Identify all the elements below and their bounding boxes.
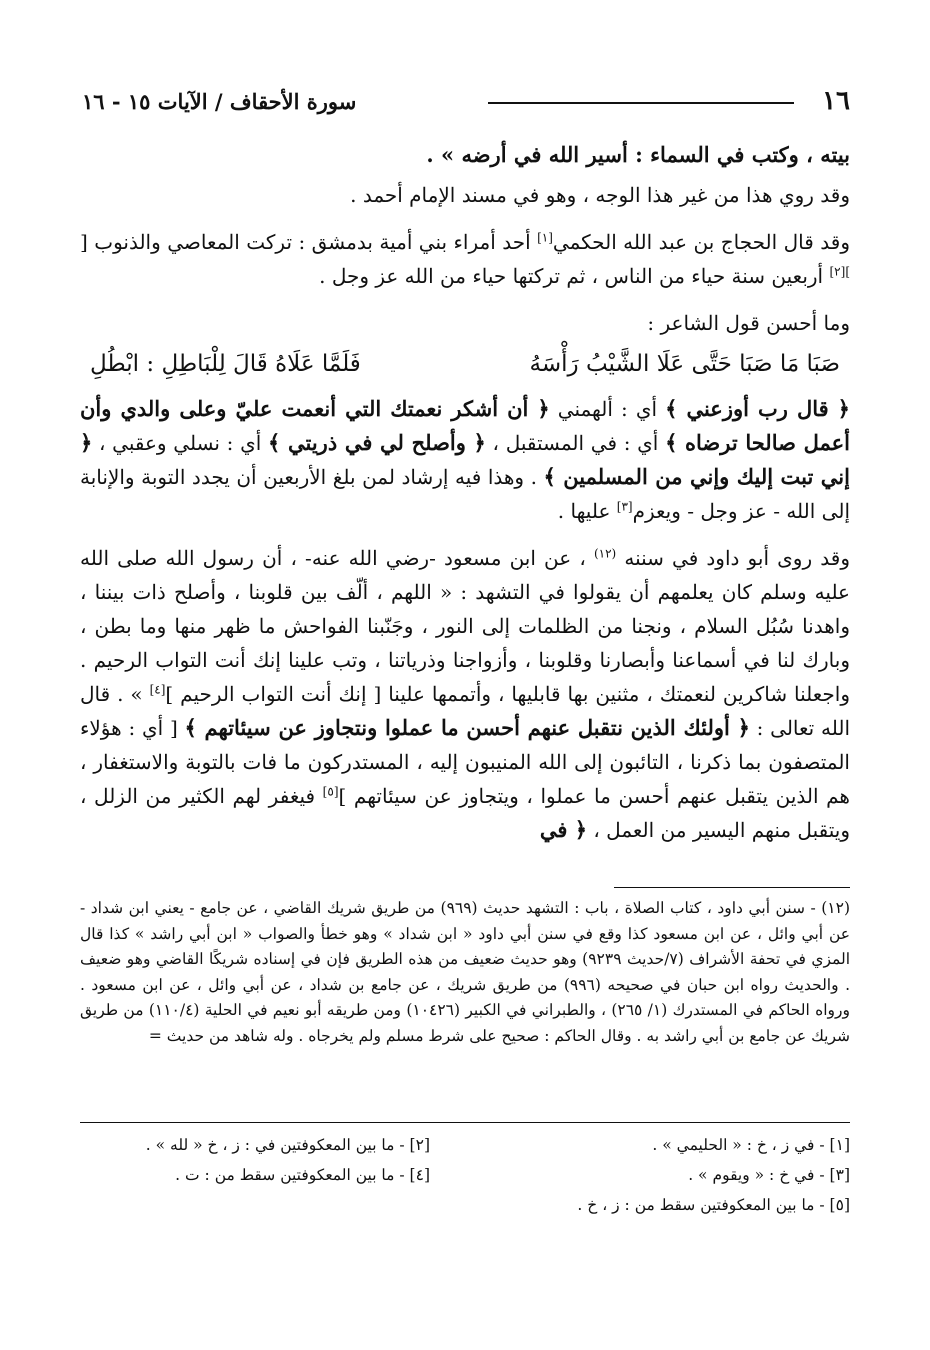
- editor-notes-separator: [80, 1122, 850, 1123]
- footnote-ref-3: [٣]: [616, 499, 633, 514]
- quran-quote-1: ﴿ قال رب أوزعني ﴾: [665, 396, 850, 421]
- p3-text-b: أحد أمراء بني أمية بدمشق : تركت المعاصي والذنوب [: [80, 230, 538, 254]
- footnote-ref-2: [٢]: [829, 264, 846, 279]
- poetry-verse: [90, 346, 840, 382]
- quran-quote-4: ﴿ إني تبت إليك وإني من المسلمين ﴾: [80, 430, 850, 489]
- paragraph-2: وقد روي هذا من غير هذا الوجه ، وهو في مسند الإمام أحمد .: [350, 183, 850, 207]
- p6-text-e: فيغفر لهم الكثير من الزلل ، ويتقبل منهم اليسير من العمل ،: [80, 784, 850, 842]
- paragraph-1-text: بيته ، وكتب في السماء : أسير الله في أرضه » .: [426, 142, 850, 167]
- p5-text-c: أي : نسلي وعقبي ،: [92, 431, 269, 455]
- p3-text-a: وقد قال الحجاج بن عبد الله الحكمي: [552, 230, 850, 254]
- p5-text-b: أي : في المستقبل ،: [485, 431, 666, 455]
- bracket-close: ]: [845, 264, 850, 279]
- footnote-12: (١٢) - سنن أبي داود ، كتاب الصلاة ، باب : التشهد حديث (٩٦٩) من طريق شريك القاضي ، عن جامع - يعني ابن شداد - عن أبي وائل ، عن ابن مسعود كذا وقع في سنن أبي داود « ابن شداد » وهو خطأ والصواب « ابن أبي راشد » كذا قال المزي في تحفة الأشراف (٧/حديث ٩٢٣٩) وهو حديث ضعيف من هذه الطريق فإن في إسناده شريكًا القاضي وهو ضعيف . والحديث رواه ابن حبان في صحيحه (٩٩٦) من طريق شريك ، عن جامع بن شداد ، عن أبي وائل ، عن ابن مسعود . ورواه الحاكم في المستدرك (١/ ٢٦٥) ، والطبراني في الكبير (١٠٤٢٦) ومن طريقه أبو نعيم في الحلية (١١٠/٤) من طريق شريك عن جامع بن أبي راشد به . وقال الحاكم : صحيح على شرط مسلم ولم يخرجاه . وله شاهد من حديث =: [80, 899, 851, 1045]
- paragraph-3: [80, 225, 850, 293]
- editor-note-4: [٤] - ما بين المعكوفتين سقط من : ت .: [175, 1166, 430, 1184]
- p5-text-e: عليها .: [557, 499, 617, 523]
- p6-text-d: [ أي : هؤلاء المتصفون بما ذكرنا ، التائبون إلى الله المنيبون إليه ، المستدركون ما فات بالتوبة والاستغفار ، هم الذين يتقبل عنهم أحسن ما عملوا ، ويتجاوز عن سيئاتهم ]: [80, 716, 850, 808]
- main-text: [80, 138, 850, 860]
- running-title: سورة الأحقاف / الآيات ١٥ - ١٦: [82, 89, 357, 114]
- verse-first-hemistich: صَبَا مَا صَبَا حَتَّى عَلَا الشَّيْبُ رَأْسَهُ: [529, 351, 840, 377]
- footnote-separator: [614, 887, 850, 888]
- quran-quote-2: ﴿ أن أشكر نعمتك التي أنعمت عليّ وعلى والدي وأن أعمل صالحا ترضاه ﴾: [80, 396, 850, 455]
- verse-second-hemistich: فَلَمَّا عَلَاهُ قَالَ لِلْبَاطِلِ : ابْطُلِ: [90, 351, 361, 377]
- footnote-ref-5: [٥]: [322, 784, 339, 799]
- p5-text-a: أي : ألهمني: [549, 397, 666, 421]
- editor-note-5: [٥] - ما بين المعكوفتين سقط من : ز ، خ .: [577, 1196, 850, 1214]
- paragraph-4: وما أحسن قول الشاعر :: [647, 311, 850, 335]
- p6-text-c: » . قال الله تعالى :: [80, 682, 851, 740]
- header-rule: [488, 102, 794, 104]
- footnote-ref-4: [٤]: [149, 682, 166, 697]
- editor-note-3: [٣] - في خ : « ويقوم » .: [688, 1166, 850, 1184]
- page-number: ١٦: [822, 86, 850, 116]
- quran-quote-6-start: ﴿ في: [539, 817, 588, 842]
- quran-quote-3: ﴿ وأصلح لي في ذريتي ﴾: [268, 430, 486, 455]
- p5-text-d: . وهذا فيه إرشاد لمن بلغ الأربعين أن يجدد التوبة والإنابة إلى الله - عز وجل - ويعزم: [80, 465, 850, 523]
- quran-quote-5: ﴿ أولئك الذين نتقبل عنهم أحسن ما عملوا ونتجاوز عن سيئاتهم ﴾: [184, 715, 750, 740]
- editor-note-2: [٢] - ما بين المعكوفتين في : ز ، خ « لله » .: [145, 1136, 430, 1154]
- editor-note-1: [١] - في ز ، خ : « الحليمي » .: [652, 1136, 850, 1154]
- paragraph-1: [80, 138, 850, 172]
- p6-text-b: ، عن ابن مسعود -رضي الله عنه- ، أن رسول الله صلى الله عليه وسلم كان يعلمهم أن يقولوا في التشهد : « اللهم ، ألّف بين قلوبنا ، وأصلح ذات بيننا ، واهدنا سُبُل السلام ، ونجنا من الظلمات إلى النور ، وجَنّبنا الفواحش ما ظهر منها وما بطن ، وبارك لنا في أسماعنا وأبصارنا وقلوبنا ، وأزواجنا وذرياتنا ، وتب علينا إنك أنت التواب الرحيم . واجعلنا شاكرين لنعمتك ، مثنين بها قابليها ، وأتممها علينا [ إنك أنت التواب الرحيم ]: [80, 546, 850, 706]
- page-header: [82, 86, 850, 122]
- p6-text-a: وقد روى أبو داود في سننه: [616, 546, 850, 570]
- footnote-ref-1: [١]: [537, 230, 553, 245]
- paragraph-6: [80, 541, 850, 847]
- paragraph-5: [80, 392, 850, 528]
- footnote-ref-12: (١٢): [593, 546, 617, 561]
- p3-text-c: أربعين سنة حياء من الناس ، ثم تركتها حياء من الله عز وجل .: [319, 264, 830, 288]
